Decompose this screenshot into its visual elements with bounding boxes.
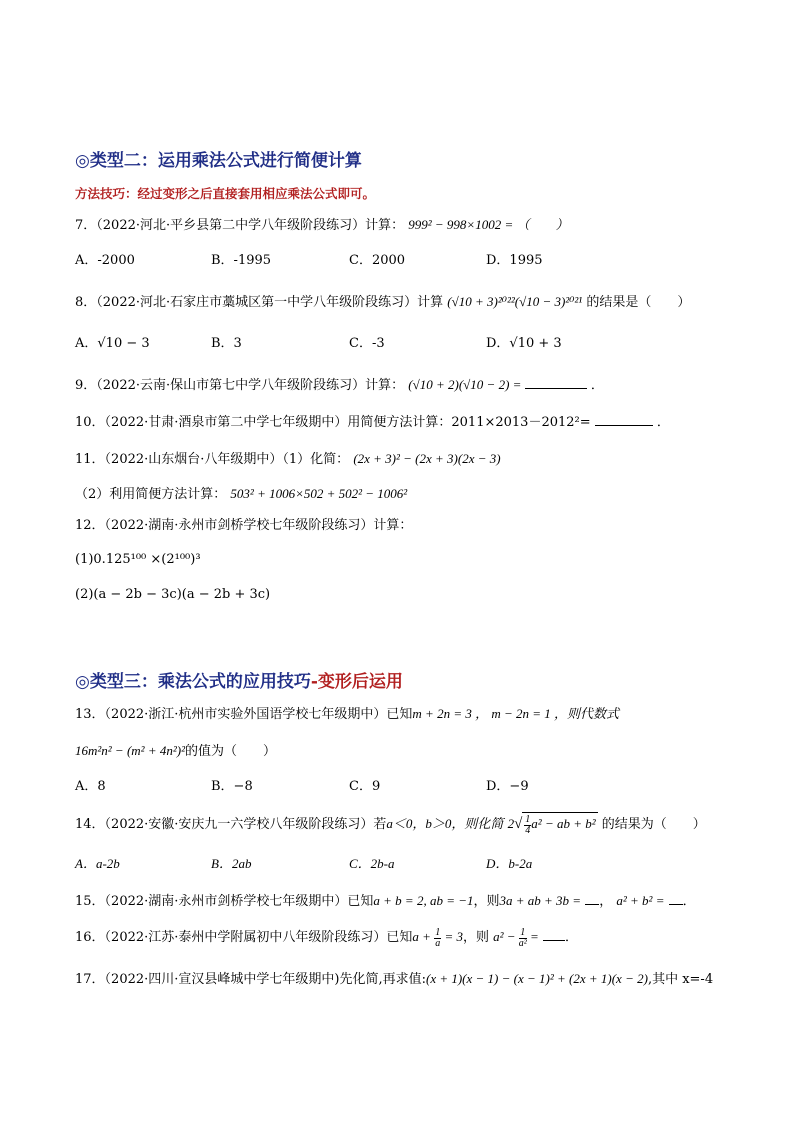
q14-tail: 的结果为（ ） — [601, 817, 706, 832]
question-7 — [75, 216, 568, 235]
q16-mid: ，则 — [462, 930, 489, 945]
q9-tail: ． — [590, 378, 604, 393]
q17-expression: (x + 1)(x − 1) − (x − 1)² + (2x + 1)(x − 2) — [425, 971, 648, 986]
q15-separator: ， — [599, 894, 613, 909]
q9-expression: (√10 + 2)(√10 − 2) = — [408, 377, 525, 392]
q14-option-a[interactable]: A．a-2b — [75, 856, 120, 871]
q12-part-1: (1)0.125¹⁰⁰ ×(2¹⁰⁰)³ — [75, 552, 201, 567]
method-tip: 方法技巧：经过变形之后直接套用相应乘法公式即可。 — [75, 186, 376, 201]
q14-radical-expression: 2√ $\frac{1}{4}$ a² − ab + b² — [507, 813, 596, 836]
q11-part1-label: 11．（2022·山东烟台·八年级期中）（1）化简： — [75, 452, 350, 467]
q7-option-a[interactable]: A．-2000 — [75, 253, 135, 268]
q7-expression: 999² − 998×1002 = （ ） — [408, 217, 569, 232]
q8-tail: 的结果是（ ） — [586, 295, 691, 310]
q10-tail: ． — [656, 415, 670, 430]
section3-title-main: ◎类型三：乘法公式的应用技巧 — [75, 672, 311, 692]
question-13-line2 — [75, 742, 276, 761]
q8-option-a[interactable]: A．√10 − 3 — [75, 336, 150, 351]
q13-option-d[interactable]: D．−9 — [486, 779, 529, 794]
question-11-part1 — [75, 450, 501, 469]
section-title-type2: ◎类型二：运用乘法公式进行简便计算 — [75, 151, 362, 171]
q11-part2-label: （2）利用简便方法计算： — [75, 487, 227, 502]
q7-option-c[interactable]: C．2000 — [349, 253, 406, 268]
q12-part-2: (2)(a − 2b − 3c)(a − 2b + 3c) — [75, 587, 271, 602]
q15-stem: 15．（2022·湖南·永州市剑桥学校七年级期中）已知 — [75, 894, 374, 909]
q15-expression: 3a + ab + 3b = — [499, 893, 582, 908]
q15-mid: ，则 — [473, 894, 500, 909]
q8-option-b[interactable]: B．3 — [211, 336, 242, 351]
q13-expression: 16m²n² − (m² + 4n²)² — [75, 743, 185, 758]
q15-answer-blank-1[interactable] — [585, 892, 599, 905]
q15-condition: a + b = 2, ab = −1 — [373, 893, 474, 908]
question-17 — [75, 970, 713, 989]
q13-option-b[interactable]: B．−8 — [211, 779, 253, 794]
q13-condition: m + 2n = 3 ， m − 2n = 1 ，则代数式 — [412, 706, 620, 721]
q9-stem: 9．（2022·云南·保山市第七中学八年级阶段练习）计算： — [75, 378, 405, 393]
q7-option-d[interactable]: D．1995 — [486, 253, 543, 268]
q15-answer-blank-2[interactable] — [669, 892, 683, 905]
q16-condition: a + $\frac{1}{a}$ = 3 — [412, 926, 463, 949]
section-title-type3 — [75, 667, 403, 692]
q8-stem: 8．（2022·河北·石家庄市藁城区第一中学八年级阶段练习）计算 — [75, 295, 444, 310]
question-15: 15．（2022·湖南·永州市剑桥学校七年级期中）已知a + b = 2, ab = −1，则3a + ab + 3b = ， a² + b² = ． — [75, 893, 696, 909]
q13-option-c[interactable]: C．9 — [349, 779, 381, 794]
q13-tail: 的值为（ ） — [184, 744, 276, 759]
question-9 — [75, 376, 604, 395]
q10-answer-blank[interactable] — [595, 413, 653, 426]
q11-expression-2: 503² + 1006×502 + 502² − 1006² — [230, 486, 408, 501]
q13-option-a[interactable]: A．8 — [75, 779, 106, 794]
q14-stem: 14．（2022·安徽·安庆九一六学校八年级阶段练习）若 — [75, 817, 387, 832]
question-10 — [75, 413, 670, 432]
q16-stem: 16．（2022·江苏·泰州中学附属初中八年级阶段练习）已知 — [75, 930, 413, 945]
q14-condition: a＜0，b＞0，则化简 — [386, 816, 504, 831]
q11-expression-1: (2x + 3)² − (2x + 3)(2x − 3) — [353, 451, 501, 466]
q14-option-b[interactable]: B．2ab — [211, 856, 252, 871]
q16-expression: a² − $\frac{1}{\text{a²}}$ = — [493, 926, 539, 949]
question-8 — [75, 293, 690, 312]
q9-answer-blank[interactable] — [525, 376, 587, 389]
q14-option-d[interactable]: D．b-2a — [486, 856, 533, 871]
q17-stem: 17．（2022·四川·宣汉县峰城中学七年级期中)先化简,再求值: — [75, 972, 426, 987]
q17-tail: ,其中 x=-4 — [647, 972, 714, 987]
q7-option-b[interactable]: B．-1995 — [211, 253, 272, 268]
q8-option-d[interactable]: D．√10 + 3 — [486, 336, 562, 351]
q8-option-c[interactable]: C．-3 — [349, 336, 385, 351]
question-16: 16．（2022·江苏·泰州中学附属初中八年级阶段练习）已知a + $\frac{1}{a}$ = 3，则 a² − $\frac{1}{\text{a²}}$ = ． — [75, 926, 578, 949]
q7-stem: 7．（2022·河北·平乡县第二中学八年级阶段练习）计算： — [75, 218, 405, 233]
question-12: 12．（2022·湖南·永州市剑桥学校七年级阶段练习）计算： — [75, 518, 413, 533]
q15-expression-2: a² + b² = — [616, 893, 665, 908]
section3-title-red: -变形后运用 — [310, 672, 403, 692]
q8-expression: (√10 + 3)²⁰²²(√10 − 3)²⁰²¹ — [447, 294, 583, 309]
question-11-part2 — [75, 485, 407, 504]
q10-text: 10．（2022·甘肃·酒泉市第二中学七年级期中）用简便方法计算：2011×2013－2012²= — [75, 415, 591, 430]
question-13 — [75, 705, 619, 724]
q13-stem: 13．（2022·浙江·杭州市实验外国语学校七年级期中）已知 — [75, 707, 413, 722]
question-14 — [75, 812, 706, 836]
q14-option-c[interactable]: C．2b-a — [349, 856, 395, 871]
q16-answer-blank[interactable] — [543, 928, 565, 941]
